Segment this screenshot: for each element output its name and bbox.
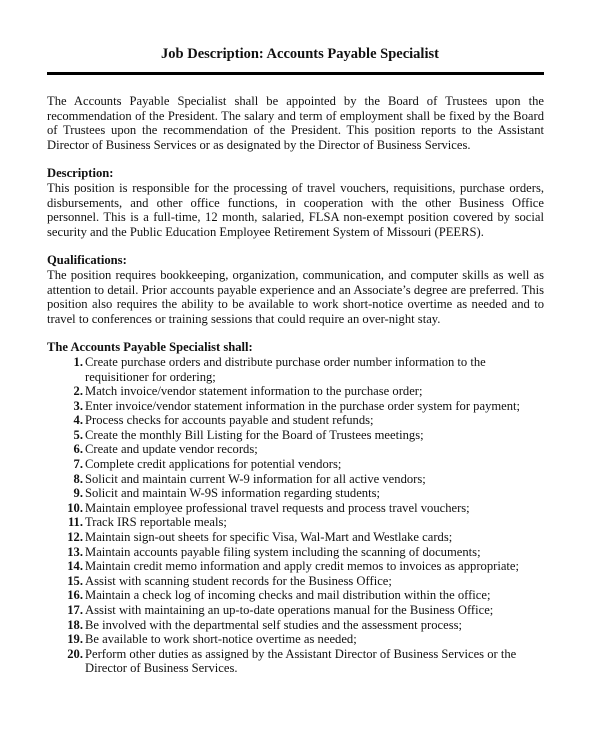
item-number: 19. bbox=[67, 632, 83, 647]
list-item bbox=[47, 588, 544, 603]
intro-paragraph: The Accounts Payable Specialist shall be appointed by the Board of Trustees upon the recommendation of the President. The salary and term of employment shall be fixed by the Board of Trustees upon the recommendation of the President. This position reports to the Assistant Director of Business Services or as designated by the Director of Business Services. bbox=[47, 94, 544, 152]
item-text: Maintain sign-out sheets for specific Visa, Wal-Mart and Westlake cards; bbox=[85, 530, 453, 545]
item-text: Be involved with the departmental self studies and the assessment process; bbox=[85, 617, 463, 632]
list-item bbox=[47, 442, 544, 457]
item-number: 11. bbox=[67, 515, 83, 530]
list-item bbox=[47, 413, 544, 428]
item-text: Solicit and maintain W-9S information regarding students; bbox=[85, 486, 380, 501]
item-text: Complete credit applications for potential vendors; bbox=[85, 457, 342, 472]
duties-heading: The Accounts Payable Specialist shall: bbox=[47, 340, 253, 355]
list-item bbox=[47, 384, 544, 399]
qualifications-section bbox=[47, 253, 544, 326]
description-text: This position is responsible for the processing of travel vouchers, requisitions, purchase orders, disbursements, and other office functions, in cooperation with the other Business Office personnel. This is a full-time, 12 month, salaried, FLSA non-exempt position covered by social security and the Public Education Employee Retirement System of Missouri (PEERS). bbox=[47, 180, 544, 239]
item-text: Assist with scanning student records for the Business Office; bbox=[85, 573, 392, 588]
list-item bbox=[47, 457, 544, 472]
item-text: Maintain accounts payable filing system including the scanning of documents; bbox=[85, 544, 481, 559]
item-number: 20. bbox=[67, 646, 83, 661]
item-text: Create purchase orders and distribute purchase order number information to the requisitioner for ordering; bbox=[85, 354, 486, 384]
item-text: Process checks for accounts payable and student refunds; bbox=[85, 413, 374, 428]
title-divider bbox=[47, 72, 544, 75]
duties-list bbox=[47, 355, 544, 676]
list-item bbox=[47, 428, 544, 443]
item-text: Solicit and maintain current W-9 information for all active vendors; bbox=[85, 471, 426, 486]
item-text: Be available to work short-notice overtime as needed; bbox=[85, 632, 357, 647]
item-number: 17. bbox=[67, 603, 83, 617]
list-item bbox=[47, 559, 544, 574]
item-number: 7. bbox=[73, 457, 83, 472]
description-section bbox=[47, 166, 544, 239]
item-number: 14. bbox=[67, 559, 83, 574]
item-number: 8. bbox=[73, 471, 83, 486]
list-item bbox=[47, 618, 544, 633]
item-number: 2. bbox=[73, 384, 83, 399]
item-text: Perform other duties as assigned by the Assistant Director of Business Services or the Director of Business Services. bbox=[85, 646, 517, 676]
list-item bbox=[47, 472, 544, 487]
item-number: 3. bbox=[73, 398, 83, 413]
item-number: 16. bbox=[67, 588, 83, 603]
description-heading: Description: bbox=[47, 166, 114, 181]
item-text: Assist with maintaining an up-to-date operations manual for the Business Office; bbox=[85, 603, 494, 617]
item-number: 1. bbox=[73, 354, 83, 369]
duties-section bbox=[47, 340, 544, 676]
item-text: Maintain credit memo information and apply credit memos to invoices as appropriate; bbox=[85, 559, 520, 574]
item-number: 10. bbox=[67, 500, 83, 515]
document-body bbox=[47, 94, 544, 676]
item-number: 4. bbox=[73, 413, 83, 428]
item-text: Create the monthly Bill Listing for the Board of Trustees meetings; bbox=[85, 427, 424, 442]
qualifications-heading: Qualifications: bbox=[47, 253, 127, 268]
item-number: 9. bbox=[73, 486, 83, 501]
item-text: Enter invoice/vendor statement information in the purchase order system for payment; bbox=[85, 398, 521, 413]
item-text: Maintain a check log of incoming checks and mail distribution within the office; bbox=[85, 588, 491, 603]
list-item bbox=[47, 399, 544, 414]
item-number: 18. bbox=[67, 617, 83, 632]
page-title: Job Description: Accounts Payable Specialist bbox=[161, 46, 439, 62]
qualifications-text: The position requires bookkeeping, organization, communication, and computer skills as well as attention to detail. Prior accounts payable experience and an Associate’s degree are preferred. This position also requires the ability to be available to work short-notice overtime as needed and to travel to conferences or training sessions that could require an over-night stay. bbox=[47, 267, 544, 326]
list-item bbox=[47, 632, 544, 647]
list-item bbox=[47, 530, 544, 545]
item-number: 12. bbox=[67, 530, 83, 545]
list-item bbox=[47, 574, 544, 589]
item-number: 5. bbox=[73, 427, 83, 442]
list-item bbox=[47, 647, 544, 676]
item-text: Create and update vendor records; bbox=[85, 442, 258, 457]
list-item bbox=[47, 603, 544, 618]
list-item bbox=[47, 545, 544, 560]
item-number: 6. bbox=[73, 442, 83, 457]
list-item bbox=[47, 501, 544, 516]
item-number: 13. bbox=[67, 544, 83, 559]
list-item bbox=[47, 486, 544, 501]
list-item bbox=[47, 515, 544, 530]
item-number: 15. bbox=[67, 573, 83, 588]
item-text: Match invoice/vendor statement information to the purchase order; bbox=[85, 384, 423, 399]
list-item bbox=[47, 355, 544, 384]
item-text: Maintain employee professional travel requests and process travel vouchers; bbox=[85, 500, 470, 515]
item-text: Track IRS reportable meals; bbox=[85, 515, 227, 530]
